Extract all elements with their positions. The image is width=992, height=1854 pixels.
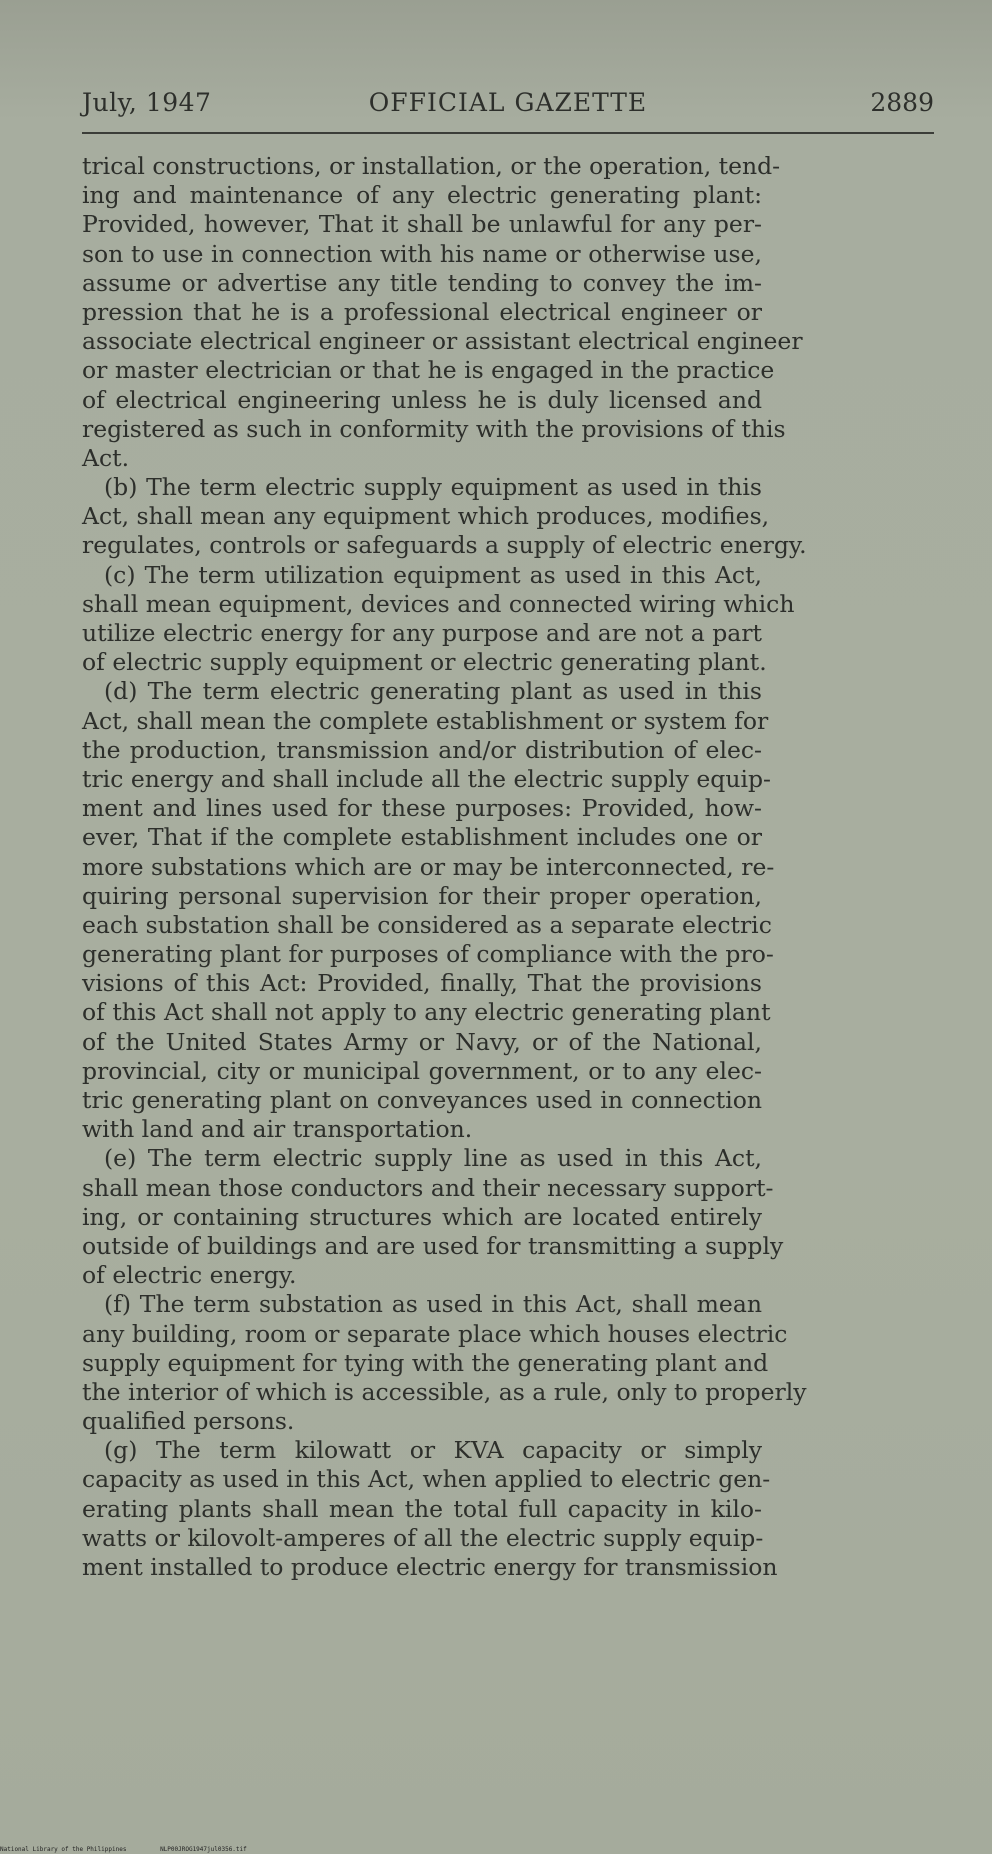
text-line: registered as such in conformity with the provisions of this <box>82 414 786 443</box>
text-line: Act. <box>82 443 130 472</box>
text-line: Act, shall mean any equipment which produces, modifies, <box>82 502 770 531</box>
text-line: provincial, city or municipal government, or to any elec- <box>82 1056 762 1085</box>
text-line: supply equipment for tying with the generating plant and <box>82 1348 769 1377</box>
text-line: ing and maintenance of any electric generating plant: <box>82 181 762 210</box>
text-line: watts or kilovolt-amperes of all the electric supply equip- <box>82 1523 764 1552</box>
text-line: the production, transmission and/or distribution of elec- <box>82 735 762 764</box>
text-line: of electric supply equipment or electric generating plant. <box>82 648 767 677</box>
text-line: or master electrician or that he is engaged in the practice <box>82 356 775 385</box>
page-header <box>82 88 934 128</box>
text-line: qualified persons. <box>82 1407 295 1436</box>
text-line: utilize electric energy for any purpose and are not a part <box>82 619 762 647</box>
text-line: ment installed to produce electric energy for transmission <box>82 1553 778 1581</box>
text-line: outside of buildings and are used for transmitting a supply <box>82 1231 784 1260</box>
text-line: each substation shall be considered as a separate electric <box>82 910 772 939</box>
text-line: (e) The term electric supply line as used in this Act, <box>104 1144 762 1173</box>
text-line: (d) The term electric generating plant as used in this <box>104 677 762 706</box>
text-line: (c) The term utilization equipment as used in this Act, <box>104 560 762 589</box>
text-line: with land and air transportation. <box>82 1115 473 1144</box>
text-line: shall mean equipment, devices and connected wiring which <box>82 589 795 618</box>
text-line: the interior of which is accessible, as a rule, only to properly <box>82 1377 807 1406</box>
text-line: erating plants shall mean the total full capacity in kilo- <box>82 1494 762 1523</box>
text-line: Act, shall mean the complete establishment or system for <box>82 706 769 735</box>
text-line: visions of this Act: Provided, finally, That the provisions <box>82 969 762 998</box>
text-line: (b) The term electric supply equipment as used in this <box>104 473 762 502</box>
text-line: of the United States Army or Navy, or of the National, <box>82 1027 762 1056</box>
text-line: Provided, however, That it shall be unlawful for any per- <box>82 210 762 239</box>
text-line: assume or advertise any title tending to convey the im- <box>82 268 762 297</box>
footer-library: National Library of the Philippines <box>0 1846 127 1853</box>
text-line: of electrical engineering unless he is duly licensed and <box>82 385 762 414</box>
text-line: trical constructions, or installation, or the operation, tend- <box>82 152 781 180</box>
text-line: any building, room or separate place which houses electric <box>82 1319 788 1348</box>
text-line: of electric energy. <box>82 1261 297 1290</box>
text-line: tric energy and shall include all the electric supply equip- <box>82 764 771 793</box>
text-line: ever, That if the complete establishment includes one or <box>82 823 762 852</box>
text-line: regulates, controls or safeguards a supply of electric energy. <box>82 531 807 560</box>
text-line: son to use in connection with his name or otherwise use, <box>82 239 762 268</box>
text-line: capacity as used in this Act, when applied to electric gen- <box>82 1465 771 1494</box>
header-date: July, 1947 <box>82 88 212 117</box>
scan-footer <box>0 1846 277 1853</box>
text-line: shall mean those conductors and their necessary support- <box>82 1173 774 1202</box>
header-rule <box>82 132 934 134</box>
text-line: of this Act shall not apply to any electric generating plant <box>82 998 771 1027</box>
text-line: tric generating plant on conveyances used in connection <box>82 1086 762 1114</box>
text-line: generating plant for purposes of compliance with the pro- <box>82 940 774 969</box>
text-line: more substations which are or may be interconnected, re- <box>82 852 775 881</box>
text-line: (f) The term substation as used in this Act, shall mean <box>104 1290 762 1319</box>
body-text <box>82 152 807 1582</box>
text-line: ing, or containing structures which are located entirely <box>82 1202 762 1231</box>
header-page-number: 2889 <box>870 88 934 117</box>
text-line: ment and lines used for these purposes: Provided, how- <box>82 794 762 823</box>
text-line: associate electrical engineer or assistant electrical engineer <box>82 327 803 356</box>
footer-file: NLP00JROG1947jul0356.tif <box>160 1846 247 1853</box>
text-line: pression that he is a professional electrical engineer or <box>82 297 762 326</box>
text-line: (g) The term kilowatt or KVA capacity or simply <box>104 1436 762 1465</box>
text-line: quiring personal supervision for their proper operation, <box>82 881 762 910</box>
header-title: OFFICIAL GAZETTE <box>368 88 648 117</box>
